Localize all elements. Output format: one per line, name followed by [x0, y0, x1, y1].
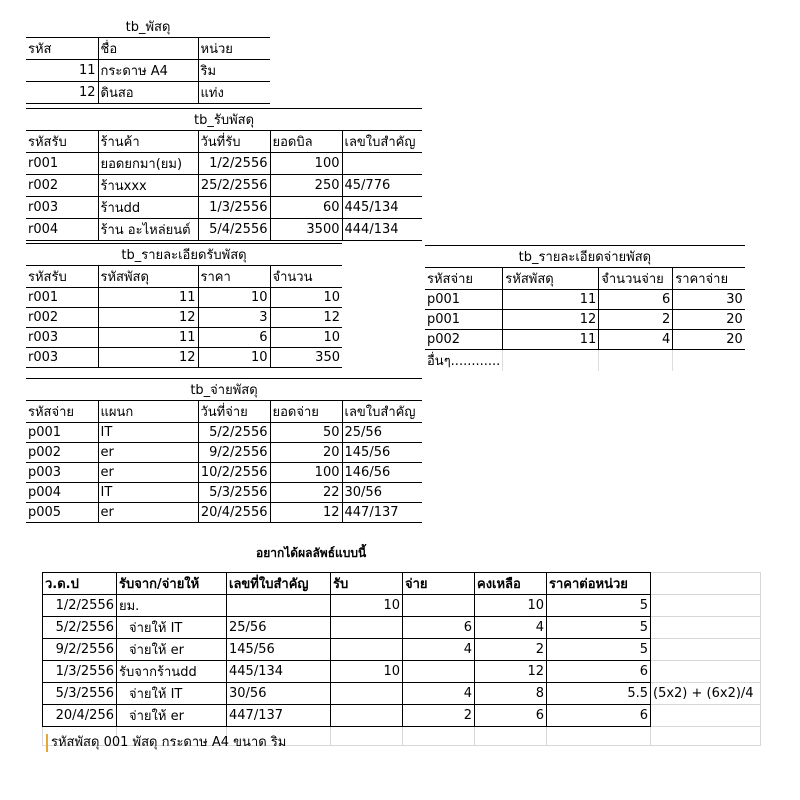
- product-note: รหัสพัสดุ 001 พัสดุ กระดาษ A4 ขนาด ริม: [46, 734, 751, 752]
- table-cell: 30/56: [227, 683, 331, 705]
- table-cell: 12: [98, 308, 198, 328]
- table-cell: 5/3/2556: [198, 483, 270, 503]
- table-cell: 60: [270, 197, 342, 219]
- table-title: tb_รายละเอียดจ่ายพัสดุ: [518, 250, 652, 265]
- column-header: รหัส: [26, 38, 98, 60]
- table-cell: p001: [425, 290, 503, 310]
- column-header: รหัสรับ: [26, 131, 98, 153]
- table-cell: 10/2/2556: [198, 463, 270, 483]
- table-title: tb_จ่ายพัสดุ: [190, 383, 258, 398]
- table-cell: 8: [475, 683, 547, 705]
- table-cell: 20/4/256: [43, 705, 117, 727]
- table-cell: 2: [599, 310, 673, 330]
- column-header: รหัสจ่าย: [425, 268, 503, 290]
- table-cell: IT: [98, 483, 198, 503]
- table-cell: 4: [403, 683, 475, 705]
- table-cell: [651, 595, 761, 617]
- column-header: แผนก: [98, 401, 198, 423]
- table-cell: 445/134: [342, 197, 422, 219]
- table-issue: [26, 378, 422, 523]
- table-cell: 6: [403, 617, 475, 639]
- table-cell: 100: [270, 463, 342, 483]
- table-cell: 447/137: [342, 503, 422, 523]
- table-cell: [403, 661, 475, 683]
- table-cell: 10: [475, 595, 547, 617]
- table-cell: 1/3/2556: [198, 197, 270, 219]
- table-cell: er: [98, 443, 198, 463]
- table-receive: [26, 108, 422, 241]
- table-cell: [331, 705, 403, 727]
- table-cell: r002: [26, 175, 98, 197]
- column-header: ราคา: [198, 266, 270, 288]
- result-table: [42, 572, 761, 746]
- table-cell: r004: [26, 219, 98, 241]
- table-cell: จ่ายให้ er: [117, 639, 227, 661]
- table-cell: 1/2/2556: [43, 595, 117, 617]
- table-cell: 5: [547, 639, 651, 661]
- table-cell: 100: [270, 153, 342, 175]
- table-cell: [651, 639, 761, 661]
- table-cell: [342, 153, 422, 175]
- table-cell: r003: [26, 197, 98, 219]
- table-cell: 6: [475, 705, 547, 727]
- table-cell: p001: [425, 310, 503, 330]
- table-cell: r001: [26, 153, 98, 175]
- table-cell: ยอดยกมา(ยม): [98, 153, 198, 175]
- table-cell: ร้านdd: [98, 197, 198, 219]
- column-header: เลขใบสำคัญ: [342, 401, 422, 423]
- table-cell: 25/2/2556: [198, 175, 270, 197]
- column-header: รหัสพัสดุ: [98, 266, 198, 288]
- table-cell: r003: [26, 328, 98, 348]
- table-cell: r003: [26, 348, 98, 368]
- table-cell: 6: [547, 661, 651, 683]
- table-cell: p001: [26, 423, 98, 443]
- table-cell: 350: [270, 348, 342, 368]
- table-cell-more: อื่นๆ............: [425, 350, 503, 372]
- column-header: เลขใบสำคัญ: [342, 131, 422, 153]
- table-cell: 10: [198, 348, 270, 368]
- column-header: รหัสจ่าย: [26, 401, 98, 423]
- table-cell: 3500: [270, 219, 342, 241]
- table-cell: 11: [503, 290, 599, 310]
- table-cell: 10: [331, 595, 403, 617]
- table-cell: [651, 617, 761, 639]
- table-cell: 12: [503, 310, 599, 330]
- table-cell: 9/2/2556: [198, 443, 270, 463]
- table-cell: 20: [270, 443, 342, 463]
- table-cell: 2: [403, 705, 475, 727]
- column-header: ราคาต่อหน่วย: [547, 573, 651, 595]
- column-header: ชื่อ: [98, 38, 198, 60]
- table-cell: IT: [98, 423, 198, 443]
- table-cell: ดินสอ: [98, 82, 198, 104]
- table-cell: กระดาษ A4: [98, 60, 198, 82]
- table-cell: 10: [270, 288, 342, 308]
- column-header: จำนวนจ่าย: [599, 268, 673, 290]
- column-header: ว.ด.ป: [43, 573, 117, 595]
- table-cell: จ่ายให้ IT: [117, 617, 227, 639]
- table-cell: [403, 595, 475, 617]
- table-cell: er: [98, 463, 198, 483]
- table-cell: 6: [198, 328, 270, 348]
- table-cell: 4: [403, 639, 475, 661]
- table-cell: 12: [26, 82, 98, 104]
- table-cell: 11: [98, 288, 198, 308]
- table-receive-detail: [26, 243, 342, 368]
- table-cell: 10: [270, 328, 342, 348]
- table-cell: 5/3/2556: [43, 683, 117, 705]
- table-cell: 20: [673, 330, 745, 350]
- table-cell: จ่ายให้ er: [117, 705, 227, 727]
- table-cell: 2: [475, 639, 547, 661]
- table-cell: 12: [98, 348, 198, 368]
- table-cell: 12: [270, 308, 342, 328]
- formula-note: (5x2) + (6x2)/4: [651, 683, 761, 705]
- table-cell: 4: [599, 330, 673, 350]
- table-cell: 9/2/2556: [43, 639, 117, 661]
- table-cell: 30/56: [342, 483, 422, 503]
- table-cell: 1/3/2556: [43, 661, 117, 683]
- column-header: รหัสพัสดุ: [503, 268, 599, 290]
- table-cell: 5: [547, 617, 651, 639]
- column-header: เลขที่ใบสำคัญ: [227, 573, 331, 595]
- table-cell: 444/134: [342, 219, 422, 241]
- table-cell: r002: [26, 308, 98, 328]
- table-title: tb_พัสดุ: [125, 20, 171, 35]
- table-cell: 12: [270, 503, 342, 523]
- column-header: ยอดจ่าย: [270, 401, 342, 423]
- table-supply: [26, 16, 270, 104]
- table-cell: 50: [270, 423, 342, 443]
- table-cell: 25/56: [227, 617, 331, 639]
- table-cell: [227, 595, 331, 617]
- table-cell: 1/2/2556: [198, 153, 270, 175]
- table-cell: 10: [331, 661, 403, 683]
- table-cell: r001: [26, 288, 98, 308]
- table-cell: 250: [270, 175, 342, 197]
- column-header: คงเหลือ: [475, 573, 547, 595]
- table-cell: 6: [599, 290, 673, 310]
- table-cell: [331, 683, 403, 705]
- column-header: จ่าย: [403, 573, 475, 595]
- table-cell: 447/137: [227, 705, 331, 727]
- table-cell: p002: [26, 443, 98, 463]
- table-cell: [651, 705, 761, 727]
- table-cell: er: [98, 503, 198, 523]
- table-cell: 4: [475, 617, 547, 639]
- column-header: วันที่จ่าย: [198, 401, 270, 423]
- column-header: รับ: [331, 573, 403, 595]
- table-cell: [651, 661, 761, 683]
- column-header: รับจาก/จ่ายให้: [117, 573, 227, 595]
- table-cell: 5/4/2556: [198, 219, 270, 241]
- table-cell: 146/56: [342, 463, 422, 483]
- table-cell: 11: [98, 328, 198, 348]
- table-cell: รับจากร้านdd: [117, 661, 227, 683]
- table-cell: 30: [673, 290, 745, 310]
- column-header: ราคาจ่าย: [673, 268, 745, 290]
- table-cell: 6: [547, 705, 651, 727]
- column-header: ร้านค้า: [98, 131, 198, 153]
- table-cell: [331, 639, 403, 661]
- table-cell: 445/134: [227, 661, 331, 683]
- table-cell: 20: [673, 310, 745, 330]
- table-cell: 12: [475, 661, 547, 683]
- table-cell: ร้าน อะไหล่ยนต์: [98, 219, 198, 241]
- table-cell: 45/776: [342, 175, 422, 197]
- table-cell: p005: [26, 503, 98, 523]
- table-cell: 5/2/2556: [43, 617, 117, 639]
- table-cell: ร้านxxx: [98, 175, 198, 197]
- table-cell: p004: [26, 483, 98, 503]
- column-header: รหัสรับ: [26, 266, 98, 288]
- table-cell: 5.5: [547, 683, 651, 705]
- result-heading: อยากได้ผลลัพธ์แบบนี้: [256, 546, 367, 560]
- table-cell: 10: [198, 288, 270, 308]
- table-cell: 5/2/2556: [198, 423, 270, 443]
- table-cell: ริม: [198, 60, 270, 82]
- table-cell: แท่ง: [198, 82, 270, 104]
- table-title: tb_รายละเอียดรับพัสดุ: [121, 248, 247, 263]
- column-header: หน่วย: [198, 38, 270, 60]
- table-issue-detail: [425, 245, 745, 371]
- column-header: วันที่รับ: [198, 131, 270, 153]
- table-cell: p002: [425, 330, 503, 350]
- table-cell: 11: [26, 60, 98, 82]
- table-cell: จ่ายให้ IT: [117, 683, 227, 705]
- table-cell: 3: [198, 308, 270, 328]
- table-cell: 145/56: [342, 443, 422, 463]
- table-cell: [331, 617, 403, 639]
- table-cell: ยม.: [117, 595, 227, 617]
- table-cell: 22: [270, 483, 342, 503]
- table-cell: 20/4/2556: [198, 503, 270, 523]
- table-cell: 145/56: [227, 639, 331, 661]
- table-cell: 11: [503, 330, 599, 350]
- column-header: จำนวน: [270, 266, 342, 288]
- column-header: ยอดบิล: [270, 131, 342, 153]
- table-title: tb_รับพัสดุ: [193, 113, 255, 128]
- table-cell: 25/56: [342, 423, 422, 443]
- table-cell: 5: [547, 595, 651, 617]
- table-cell: p003: [26, 463, 98, 483]
